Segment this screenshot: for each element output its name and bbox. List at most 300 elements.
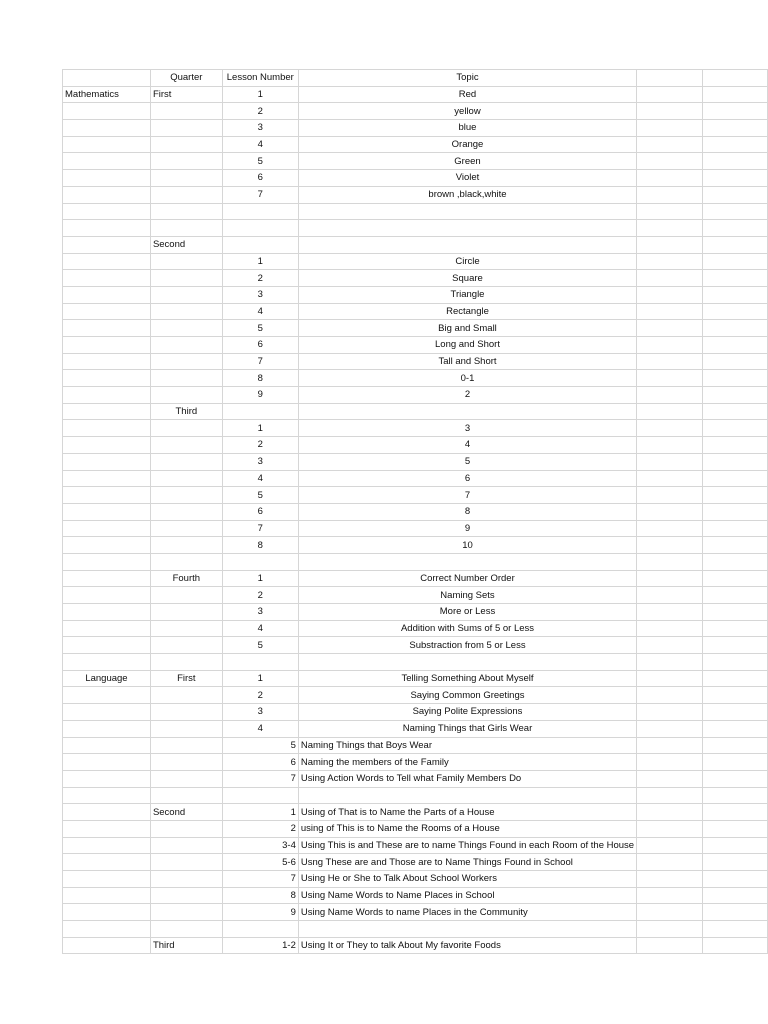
empty-cell[interactable]: [702, 854, 767, 871]
quarter-cell[interactable]: Third: [150, 937, 222, 954]
topic-cell[interactable]: Using It or They to talk About My favorite Foods: [298, 937, 636, 954]
empty-cell[interactable]: [637, 86, 702, 103]
quarter-cell[interactable]: [150, 871, 222, 888]
quarter-cell[interactable]: [150, 487, 222, 504]
empty-cell[interactable]: [637, 637, 702, 654]
empty-cell[interactable]: [702, 904, 767, 921]
empty-cell[interactable]: [702, 153, 767, 170]
topic-cell[interactable]: Rectangle: [298, 303, 636, 320]
subject-cell[interactable]: [63, 937, 151, 954]
quarter-cell[interactable]: [150, 787, 222, 804]
empty-cell[interactable]: [702, 86, 767, 103]
empty-cell[interactable]: [637, 704, 702, 721]
empty-cell[interactable]: [702, 437, 767, 454]
subject-cell[interactable]: [63, 453, 151, 470]
empty-cell[interactable]: [637, 904, 702, 921]
lesson-number-cell[interactable]: 8: [222, 370, 298, 387]
empty-cell[interactable]: [702, 170, 767, 187]
lesson-number-cell[interactable]: 4: [222, 620, 298, 637]
lesson-number-cell[interactable]: 7: [222, 770, 298, 787]
quarter-cell[interactable]: [150, 353, 222, 370]
quarter-cell[interactable]: [150, 337, 222, 354]
lesson-number-cell[interactable]: 2: [222, 587, 298, 604]
lesson-number-cell[interactable]: 2: [222, 103, 298, 120]
quarter-cell[interactable]: Fourth: [150, 570, 222, 587]
quarter-cell[interactable]: First: [150, 86, 222, 103]
empty-cell[interactable]: [702, 770, 767, 787]
lesson-number-cell[interactable]: 9: [222, 904, 298, 921]
empty-cell[interactable]: [702, 837, 767, 854]
empty-cell[interactable]: [637, 820, 702, 837]
empty-cell[interactable]: [702, 921, 767, 938]
subject-cell[interactable]: [63, 370, 151, 387]
subject-cell[interactable]: [63, 403, 151, 420]
quarter-cell[interactable]: Third: [150, 403, 222, 420]
empty-cell[interactable]: [637, 604, 702, 621]
empty-cell[interactable]: [637, 871, 702, 888]
empty-cell[interactable]: [637, 921, 702, 938]
empty-cell[interactable]: [637, 720, 702, 737]
lesson-number-cell[interactable]: 6: [222, 337, 298, 354]
empty-cell[interactable]: [702, 253, 767, 270]
empty-cell[interactable]: [702, 470, 767, 487]
topic-cell[interactable]: Naming the members of the Family: [298, 754, 636, 771]
empty-cell[interactable]: [637, 203, 702, 220]
subject-cell[interactable]: [63, 186, 151, 203]
empty-cell[interactable]: [637, 687, 702, 704]
subject-cell[interactable]: [63, 604, 151, 621]
lesson-number-cell[interactable]: [222, 236, 298, 253]
topic-cell[interactable]: Using Name Words to name Places in the Community: [298, 904, 636, 921]
empty-cell[interactable]: [702, 270, 767, 287]
topic-cell[interactable]: 0-1: [298, 370, 636, 387]
quarter-cell[interactable]: [150, 220, 222, 237]
empty-cell[interactable]: [702, 203, 767, 220]
quarter-cell[interactable]: [150, 587, 222, 604]
topic-cell[interactable]: 7: [298, 487, 636, 504]
topic-cell[interactable]: using of This is to Name the Rooms of a House: [298, 820, 636, 837]
empty-cell[interactable]: [702, 820, 767, 837]
lesson-number-cell[interactable]: 2: [222, 270, 298, 287]
empty-cell[interactable]: [702, 220, 767, 237]
empty-cell[interactable]: [637, 837, 702, 854]
lesson-number-cell[interactable]: 3: [222, 286, 298, 303]
empty-cell[interactable]: [637, 854, 702, 871]
empty-cell[interactable]: [702, 537, 767, 554]
empty-cell[interactable]: [702, 320, 767, 337]
lesson-number-cell[interactable]: 5: [222, 153, 298, 170]
lesson-number-cell[interactable]: [222, 220, 298, 237]
lesson-number-cell[interactable]: 7: [222, 871, 298, 888]
topic-cell[interactable]: Naming Things that Boys Wear: [298, 737, 636, 754]
empty-cell[interactable]: [702, 737, 767, 754]
empty-cell[interactable]: [702, 487, 767, 504]
topic-cell[interactable]: Saying Polite Expressions: [298, 704, 636, 721]
quarter-cell[interactable]: [150, 437, 222, 454]
topic-cell[interactable]: 6: [298, 470, 636, 487]
subject-cell[interactable]: [63, 153, 151, 170]
lesson-number-cell[interactable]: 2: [222, 687, 298, 704]
empty-cell[interactable]: [702, 236, 767, 253]
empty-cell[interactable]: [637, 303, 702, 320]
topic-cell[interactable]: Saying Common Greetings: [298, 687, 636, 704]
empty-cell[interactable]: [702, 670, 767, 687]
quarter-cell[interactable]: [150, 320, 222, 337]
subject-cell[interactable]: [63, 337, 151, 354]
lesson-number-cell[interactable]: [222, 203, 298, 220]
subject-cell[interactable]: [63, 787, 151, 804]
lesson-number-cell[interactable]: 3: [222, 120, 298, 137]
quarter-cell[interactable]: Second: [150, 804, 222, 821]
empty-cell[interactable]: [637, 520, 702, 537]
quarter-cell[interactable]: [150, 470, 222, 487]
lesson-number-cell[interactable]: 4: [222, 720, 298, 737]
empty-cell[interactable]: [702, 387, 767, 404]
subject-cell[interactable]: [63, 286, 151, 303]
topic-cell[interactable]: brown ,black,white: [298, 186, 636, 203]
lesson-number-cell[interactable]: 5: [222, 320, 298, 337]
empty-cell[interactable]: [702, 620, 767, 637]
topic-cell[interactable]: [298, 654, 636, 671]
empty-cell[interactable]: [637, 120, 702, 137]
lesson-number-cell[interactable]: [222, 654, 298, 671]
empty-cell[interactable]: [637, 153, 702, 170]
quarter-cell[interactable]: [150, 153, 222, 170]
empty-cell[interactable]: [702, 353, 767, 370]
topic-cell[interactable]: 2: [298, 387, 636, 404]
empty-cell[interactable]: [637, 787, 702, 804]
topic-cell[interactable]: [298, 203, 636, 220]
quarter-cell[interactable]: [150, 820, 222, 837]
empty-cell[interactable]: [702, 871, 767, 888]
topic-cell[interactable]: Violet: [298, 170, 636, 187]
quarter-cell[interactable]: [150, 136, 222, 153]
empty-cell[interactable]: [702, 337, 767, 354]
subject-cell[interactable]: [63, 487, 151, 504]
lesson-number-cell[interactable]: 6: [222, 754, 298, 771]
lesson-number-cell[interactable]: 6: [222, 170, 298, 187]
lesson-number-cell[interactable]: 1: [222, 670, 298, 687]
subject-cell[interactable]: [63, 770, 151, 787]
lesson-number-cell[interactable]: 1: [222, 804, 298, 821]
empty-cell[interactable]: [637, 770, 702, 787]
lesson-number-cell[interactable]: [222, 921, 298, 938]
lesson-number-cell[interactable]: 3: [222, 604, 298, 621]
topic-cell[interactable]: 4: [298, 437, 636, 454]
empty-cell[interactable]: [637, 403, 702, 420]
quarter-cell[interactable]: [150, 120, 222, 137]
empty-cell[interactable]: [637, 186, 702, 203]
quarter-cell[interactable]: [150, 387, 222, 404]
subject-cell[interactable]: [63, 120, 151, 137]
subject-cell[interactable]: [63, 804, 151, 821]
empty-cell[interactable]: [702, 103, 767, 120]
quarter-cell[interactable]: [150, 737, 222, 754]
empty-cell[interactable]: [637, 754, 702, 771]
subject-cell[interactable]: [63, 220, 151, 237]
subject-cell[interactable]: [63, 720, 151, 737]
empty-cell[interactable]: [702, 637, 767, 654]
empty-cell[interactable]: [702, 286, 767, 303]
topic-cell[interactable]: Using Action Words to Tell what Family Members Do: [298, 770, 636, 787]
empty-cell[interactable]: [702, 403, 767, 420]
lesson-number-cell[interactable]: 1: [222, 86, 298, 103]
lesson-number-cell[interactable]: 4: [222, 136, 298, 153]
subject-cell[interactable]: [63, 520, 151, 537]
topic-cell[interactable]: 10: [298, 537, 636, 554]
empty-cell[interactable]: [637, 220, 702, 237]
topic-cell[interactable]: [298, 220, 636, 237]
empty-cell[interactable]: [637, 537, 702, 554]
empty-cell[interactable]: [637, 553, 702, 570]
quarter-cell[interactable]: [150, 887, 222, 904]
quarter-cell[interactable]: [150, 854, 222, 871]
lesson-number-cell[interactable]: 5: [222, 637, 298, 654]
empty-cell[interactable]: [637, 453, 702, 470]
empty-cell[interactable]: [637, 337, 702, 354]
topic-cell[interactable]: Using This is and These are to name Things Found in each Room of the House: [298, 837, 636, 854]
topic-cell[interactable]: Square: [298, 270, 636, 287]
quarter-cell[interactable]: [150, 103, 222, 120]
header-topic-cell[interactable]: Topic: [298, 70, 636, 87]
empty-cell[interactable]: [637, 253, 702, 270]
empty-cell[interactable]: [637, 620, 702, 637]
subject-cell[interactable]: [63, 737, 151, 754]
header-quarter-cell[interactable]: Quarter: [150, 70, 222, 87]
empty-cell[interactable]: [702, 520, 767, 537]
quarter-cell[interactable]: [150, 921, 222, 938]
topic-cell[interactable]: 8: [298, 503, 636, 520]
empty-cell[interactable]: [637, 670, 702, 687]
lesson-number-cell[interactable]: 8: [222, 537, 298, 554]
quarter-cell[interactable]: [150, 286, 222, 303]
topic-cell[interactable]: 9: [298, 520, 636, 537]
empty-cell[interactable]: [637, 170, 702, 187]
quarter-cell[interactable]: Second: [150, 236, 222, 253]
lesson-number-cell[interactable]: 7: [222, 520, 298, 537]
quarter-cell[interactable]: [150, 186, 222, 203]
subject-cell[interactable]: [63, 654, 151, 671]
topic-cell[interactable]: [298, 921, 636, 938]
header-empty-cell[interactable]: [702, 70, 767, 87]
empty-cell[interactable]: [702, 120, 767, 137]
lesson-number-cell[interactable]: 1: [222, 253, 298, 270]
quarter-cell[interactable]: [150, 537, 222, 554]
empty-cell[interactable]: [637, 804, 702, 821]
empty-cell[interactable]: [637, 236, 702, 253]
subject-cell[interactable]: [63, 687, 151, 704]
empty-cell[interactable]: [637, 887, 702, 904]
lesson-number-cell[interactable]: 6: [222, 503, 298, 520]
empty-cell[interactable]: [702, 687, 767, 704]
subject-cell[interactable]: [63, 470, 151, 487]
empty-cell[interactable]: [702, 570, 767, 587]
topic-cell[interactable]: Using Name Words to Name Places in School: [298, 887, 636, 904]
subject-cell[interactable]: [63, 303, 151, 320]
empty-cell[interactable]: [637, 136, 702, 153]
lesson-number-cell[interactable]: 5-6: [222, 854, 298, 871]
empty-cell[interactable]: [637, 503, 702, 520]
empty-cell[interactable]: [637, 420, 702, 437]
subject-cell[interactable]: [63, 253, 151, 270]
subject-cell[interactable]: [63, 921, 151, 938]
empty-cell[interactable]: [637, 937, 702, 954]
subject-cell[interactable]: [63, 553, 151, 570]
subject-cell[interactable]: [63, 537, 151, 554]
topic-cell[interactable]: Triangle: [298, 286, 636, 303]
topic-cell[interactable]: [298, 403, 636, 420]
quarter-cell[interactable]: [150, 637, 222, 654]
topic-cell[interactable]: Usng These are and Those are to Name Things Found in School: [298, 854, 636, 871]
empty-cell[interactable]: [702, 303, 767, 320]
topic-cell[interactable]: Orange: [298, 136, 636, 153]
topic-cell[interactable]: Telling Something About Myself: [298, 670, 636, 687]
quarter-cell[interactable]: [150, 420, 222, 437]
header-empty-cell[interactable]: [637, 70, 702, 87]
empty-cell[interactable]: [637, 103, 702, 120]
subject-cell[interactable]: [63, 203, 151, 220]
topic-cell[interactable]: Addition with Sums of 5 or Less: [298, 620, 636, 637]
quarter-cell[interactable]: [150, 704, 222, 721]
topic-cell[interactable]: More or Less: [298, 604, 636, 621]
quarter-cell[interactable]: [150, 837, 222, 854]
quarter-cell[interactable]: [150, 370, 222, 387]
subject-cell[interactable]: [63, 420, 151, 437]
quarter-cell[interactable]: [150, 503, 222, 520]
quarter-cell[interactable]: [150, 253, 222, 270]
lesson-number-cell[interactable]: 3-4: [222, 837, 298, 854]
subject-cell[interactable]: [63, 320, 151, 337]
topic-cell[interactable]: Naming Sets: [298, 587, 636, 604]
header-subject-cell[interactable]: [63, 70, 151, 87]
subject-cell[interactable]: [63, 820, 151, 837]
empty-cell[interactable]: [637, 270, 702, 287]
quarter-cell[interactable]: [150, 604, 222, 621]
topic-cell[interactable]: yellow: [298, 103, 636, 120]
quarter-cell[interactable]: [150, 620, 222, 637]
subject-cell[interactable]: [63, 904, 151, 921]
quarter-cell[interactable]: [150, 720, 222, 737]
header-lesson-number-cell[interactable]: Lesson Number: [222, 70, 298, 87]
quarter-cell[interactable]: [150, 203, 222, 220]
lesson-number-cell[interactable]: [222, 787, 298, 804]
topic-cell[interactable]: Using of That is to Name the Parts of a House: [298, 804, 636, 821]
topic-cell[interactable]: Red: [298, 86, 636, 103]
empty-cell[interactable]: [702, 754, 767, 771]
empty-cell[interactable]: [637, 370, 702, 387]
topic-cell[interactable]: Substraction from 5 or Less: [298, 637, 636, 654]
lesson-number-cell[interactable]: 9: [222, 387, 298, 404]
empty-cell[interactable]: [702, 420, 767, 437]
subject-cell[interactable]: [63, 871, 151, 888]
topic-cell[interactable]: Naming Things that Girls Wear: [298, 720, 636, 737]
lesson-number-cell[interactable]: 3: [222, 453, 298, 470]
subject-cell[interactable]: [63, 353, 151, 370]
subject-cell[interactable]: [63, 637, 151, 654]
lesson-number-cell[interactable]: 2: [222, 437, 298, 454]
empty-cell[interactable]: [702, 787, 767, 804]
subject-cell[interactable]: [63, 236, 151, 253]
lesson-number-cell[interactable]: 5: [222, 487, 298, 504]
lesson-number-cell[interactable]: [222, 403, 298, 420]
empty-cell[interactable]: [637, 437, 702, 454]
lesson-number-cell[interactable]: 1-2: [222, 937, 298, 954]
empty-cell[interactable]: [702, 887, 767, 904]
quarter-cell[interactable]: First: [150, 670, 222, 687]
empty-cell[interactable]: [702, 604, 767, 621]
quarter-cell[interactable]: [150, 770, 222, 787]
lesson-number-cell[interactable]: 5: [222, 737, 298, 754]
topic-cell[interactable]: blue: [298, 120, 636, 137]
empty-cell[interactable]: [637, 587, 702, 604]
empty-cell[interactable]: [702, 186, 767, 203]
empty-cell[interactable]: [702, 453, 767, 470]
lesson-number-cell[interactable]: 1: [222, 420, 298, 437]
empty-cell[interactable]: [702, 136, 767, 153]
empty-cell[interactable]: [702, 654, 767, 671]
empty-cell[interactable]: [637, 570, 702, 587]
lesson-number-cell[interactable]: 3: [222, 704, 298, 721]
subject-cell[interactable]: [63, 854, 151, 871]
subject-cell[interactable]: [63, 503, 151, 520]
empty-cell[interactable]: [637, 387, 702, 404]
subject-cell[interactable]: [63, 136, 151, 153]
topic-cell[interactable]: 5: [298, 453, 636, 470]
topic-cell[interactable]: Green: [298, 153, 636, 170]
empty-cell[interactable]: [702, 804, 767, 821]
topic-cell[interactable]: [298, 236, 636, 253]
subject-cell[interactable]: [63, 387, 151, 404]
empty-cell[interactable]: [637, 487, 702, 504]
lesson-number-cell[interactable]: 4: [222, 470, 298, 487]
lesson-number-cell[interactable]: 4: [222, 303, 298, 320]
topic-cell[interactable]: Long and Short: [298, 337, 636, 354]
lesson-number-cell[interactable]: 7: [222, 353, 298, 370]
topic-cell[interactable]: Big and Small: [298, 320, 636, 337]
quarter-cell[interactable]: [150, 270, 222, 287]
topic-cell[interactable]: Circle: [298, 253, 636, 270]
subject-cell[interactable]: [63, 587, 151, 604]
lesson-number-cell[interactable]: 1: [222, 570, 298, 587]
subject-cell[interactable]: [63, 704, 151, 721]
quarter-cell[interactable]: [150, 904, 222, 921]
quarter-cell[interactable]: [150, 553, 222, 570]
topic-cell[interactable]: 3: [298, 420, 636, 437]
quarter-cell[interactable]: [150, 303, 222, 320]
topic-cell[interactable]: [298, 553, 636, 570]
empty-cell[interactable]: [702, 587, 767, 604]
quarter-cell[interactable]: [150, 687, 222, 704]
lesson-number-cell[interactable]: 8: [222, 887, 298, 904]
empty-cell[interactable]: [702, 503, 767, 520]
empty-cell[interactable]: [637, 654, 702, 671]
empty-cell[interactable]: [702, 553, 767, 570]
empty-cell[interactable]: [637, 737, 702, 754]
lesson-number-cell[interactable]: 7: [222, 186, 298, 203]
lesson-number-cell[interactable]: [222, 553, 298, 570]
quarter-cell[interactable]: [150, 754, 222, 771]
subject-cell[interactable]: Mathematics: [63, 86, 151, 103]
subject-cell[interactable]: [63, 570, 151, 587]
topic-cell[interactable]: [298, 787, 636, 804]
subject-cell[interactable]: [63, 437, 151, 454]
subject-cell[interactable]: [63, 103, 151, 120]
empty-cell[interactable]: [637, 470, 702, 487]
subject-cell[interactable]: [63, 620, 151, 637]
topic-cell[interactable]: Tall and Short: [298, 353, 636, 370]
quarter-cell[interactable]: [150, 520, 222, 537]
empty-cell[interactable]: [702, 370, 767, 387]
